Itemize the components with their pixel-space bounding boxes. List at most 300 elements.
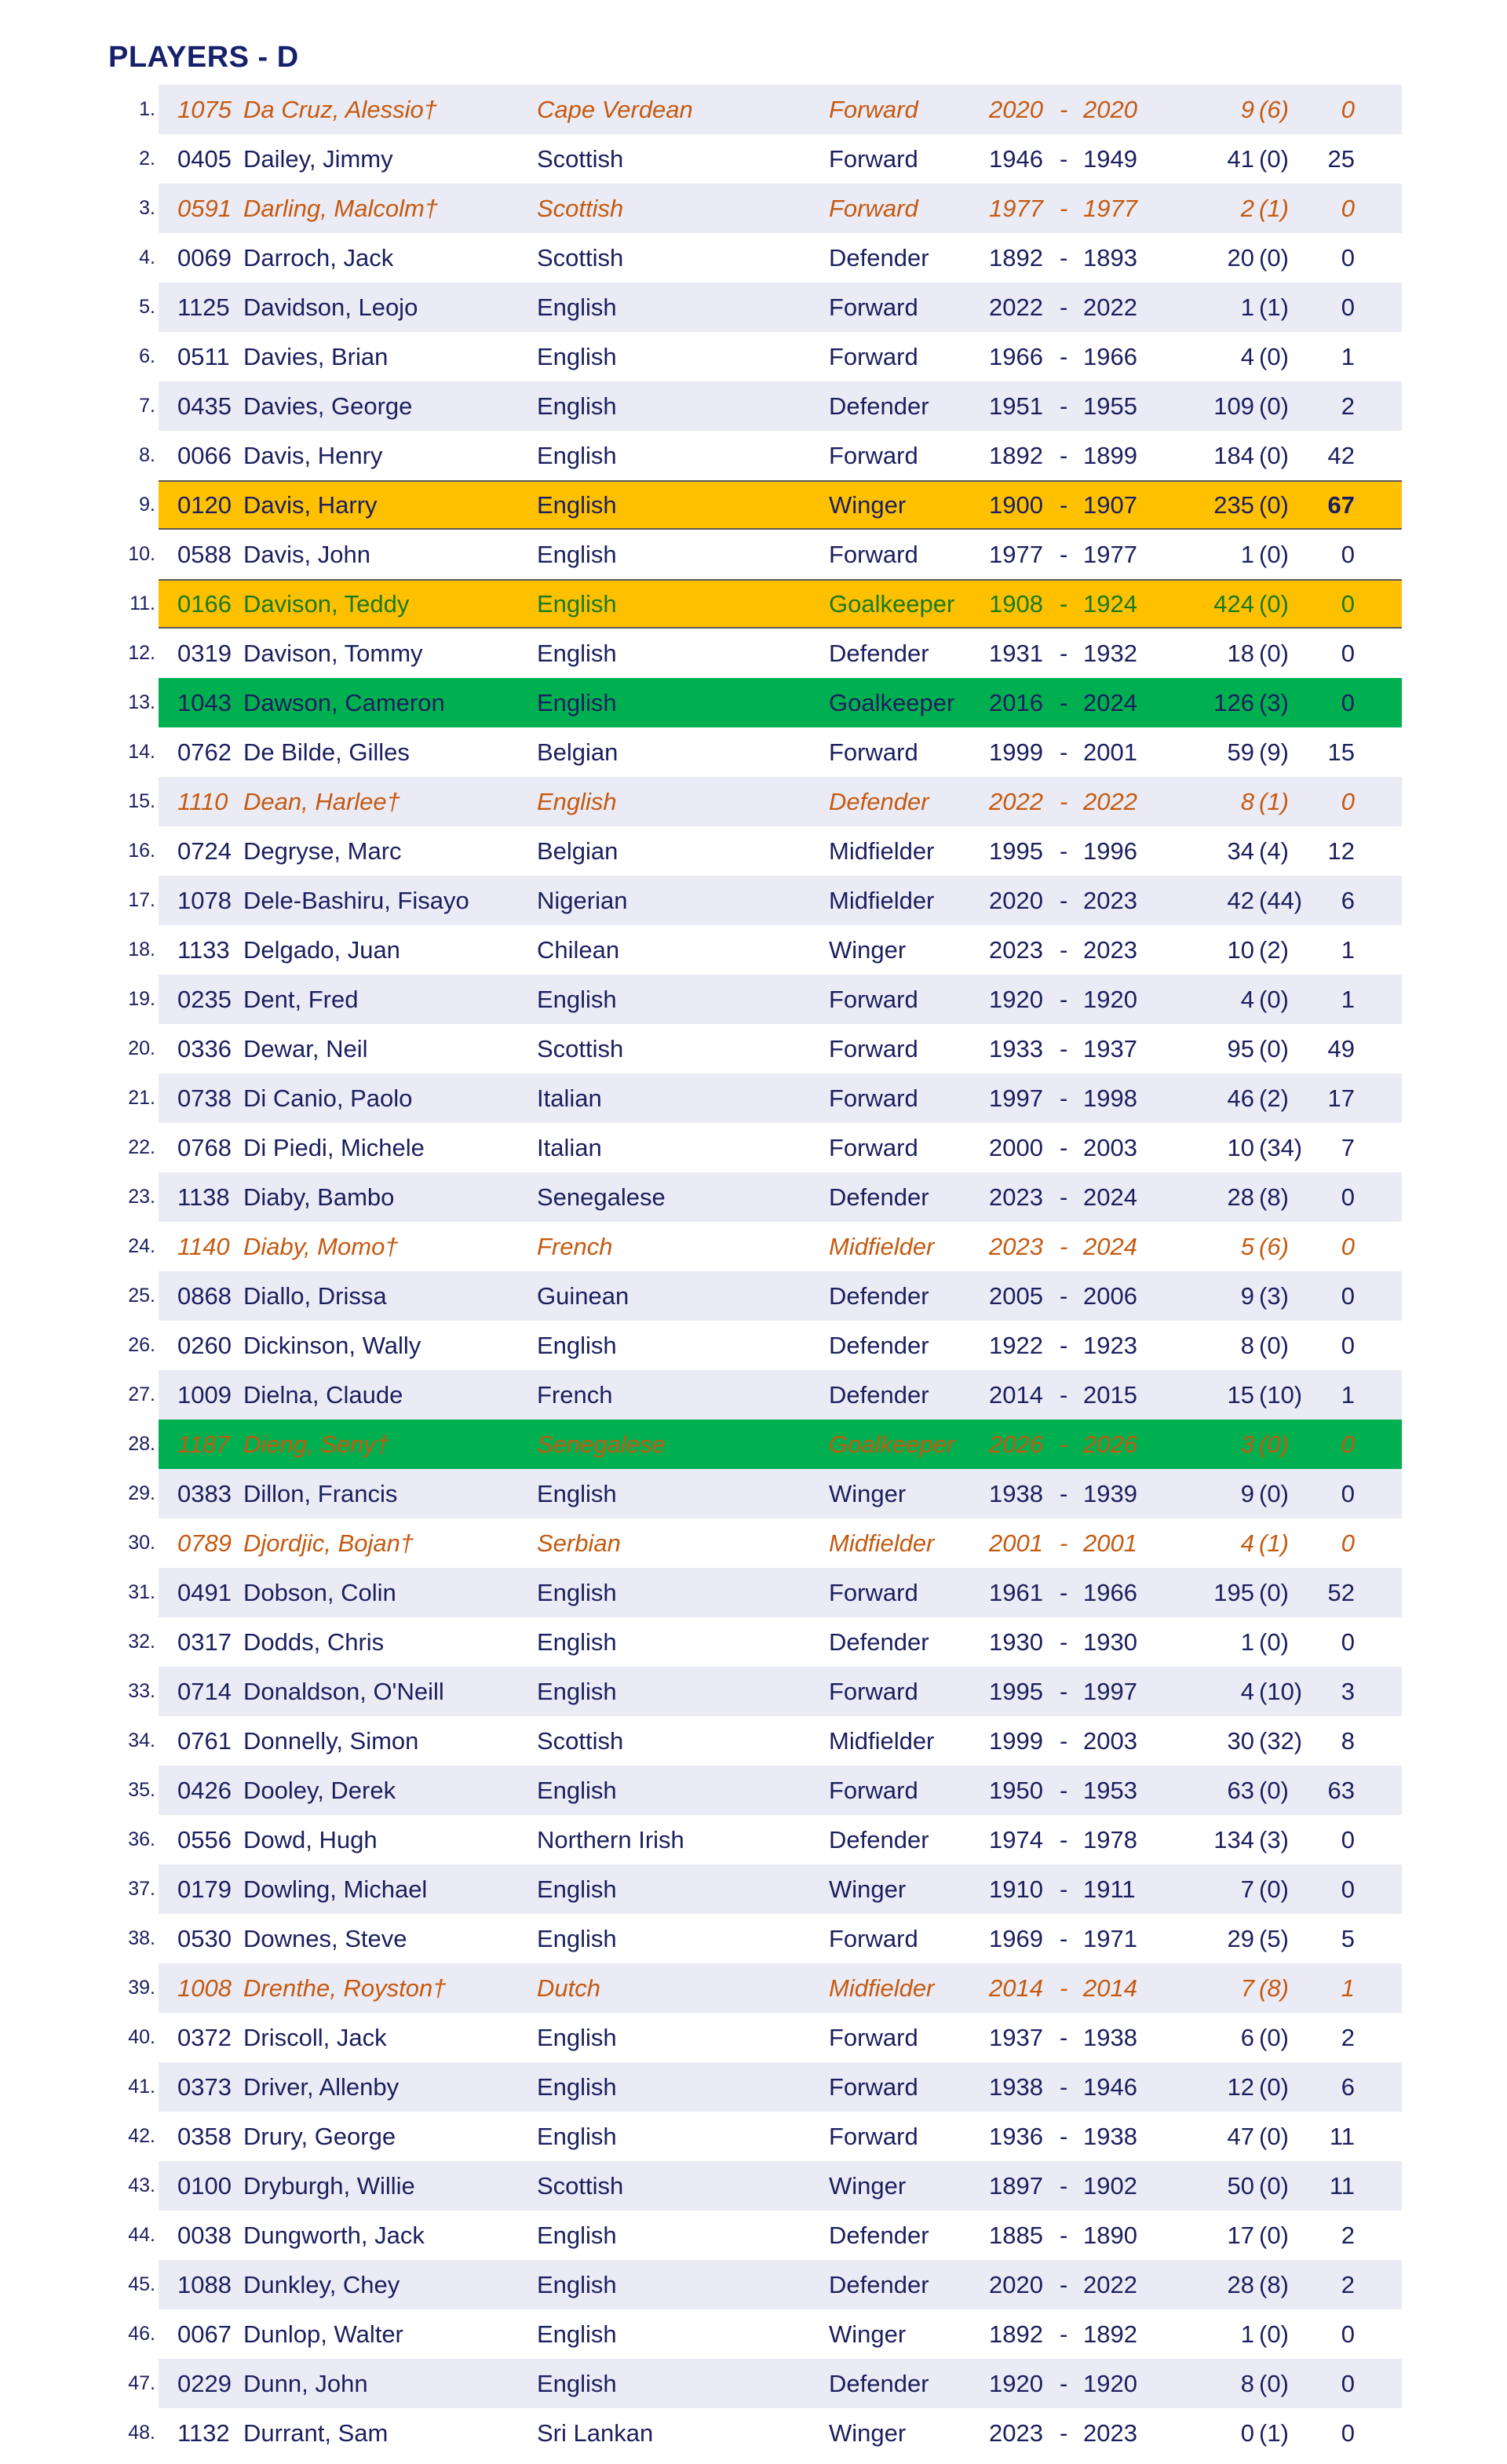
table-row bbox=[0, 678, 1507, 727]
year-separator: - bbox=[1060, 738, 1068, 766]
player-name: Dillon, Francis bbox=[243, 1480, 398, 1507]
player-position: Winger bbox=[829, 2419, 907, 2447]
year-from: 1977 bbox=[989, 195, 1043, 222]
player-id: 1110 bbox=[177, 788, 228, 815]
appearances: 424 bbox=[1213, 590, 1254, 618]
year-separator: - bbox=[1060, 1134, 1068, 1161]
sub-appearances: (0) bbox=[1259, 2222, 1289, 2249]
year-from: 1920 bbox=[989, 2370, 1043, 2397]
goals: 42 bbox=[1327, 442, 1355, 469]
sub-appearances: (8) bbox=[1259, 1974, 1289, 2002]
year-from: 1969 bbox=[989, 1925, 1043, 1952]
player-nationality: Nigerian bbox=[537, 887, 628, 914]
player-name: Davison, Tommy bbox=[243, 640, 423, 667]
year-separator: - bbox=[1060, 1579, 1068, 1606]
table-row bbox=[0, 1716, 1507, 1766]
sub-appearances: (0) bbox=[1259, 491, 1289, 519]
year-to: 1924 bbox=[1083, 590, 1137, 618]
year-from: 2020 bbox=[989, 96, 1043, 123]
year-to: 1966 bbox=[1083, 1579, 1137, 1606]
appearances: 235 bbox=[1213, 491, 1254, 519]
appearances: 41 bbox=[1227, 145, 1254, 173]
player-name: Driscoll, Jack bbox=[243, 2024, 387, 2051]
player-nationality: Sri Lankan bbox=[537, 2419, 654, 2447]
table-row bbox=[0, 1815, 1507, 1864]
goals: 1 bbox=[1341, 936, 1355, 964]
year-from: 2022 bbox=[989, 293, 1043, 321]
year-separator: - bbox=[1060, 1529, 1068, 1557]
year-separator: - bbox=[1060, 541, 1068, 568]
sub-appearances: (9) bbox=[1259, 738, 1289, 766]
goals: 67 bbox=[1327, 491, 1355, 519]
row-number: 40. bbox=[128, 2026, 155, 2048]
player-id: 0768 bbox=[177, 1134, 232, 1161]
player-position: Forward bbox=[829, 2123, 918, 2150]
row-number: 18. bbox=[128, 939, 155, 960]
sub-appearances: (8) bbox=[1259, 1183, 1289, 1211]
player-id: 0435 bbox=[177, 392, 232, 420]
goals: 0 bbox=[1341, 1529, 1355, 1557]
sub-appearances: (0) bbox=[1259, 1480, 1289, 1507]
year-from: 1910 bbox=[989, 1875, 1043, 1903]
player-name: Dewar, Neil bbox=[243, 1035, 368, 1063]
year-from: 2000 bbox=[989, 1134, 1043, 1161]
table-row bbox=[0, 1420, 1507, 1469]
appearances: 1 bbox=[1240, 1628, 1254, 1656]
appearances: 4 bbox=[1240, 1678, 1254, 1705]
player-position: Midfielder bbox=[829, 837, 935, 865]
row-number: 24. bbox=[128, 1235, 155, 1257]
year-from: 2020 bbox=[989, 887, 1043, 914]
player-id: 0358 bbox=[177, 2123, 232, 2150]
year-to: 1977 bbox=[1083, 541, 1137, 568]
year-separator: - bbox=[1060, 1431, 1068, 1458]
player-nationality: Scottish bbox=[537, 195, 624, 222]
goals: 0 bbox=[1341, 788, 1355, 815]
appearances: 9 bbox=[1240, 1282, 1254, 1310]
player-name: Dryburgh, Willie bbox=[243, 2172, 415, 2200]
player-name: Dickinson, Wally bbox=[243, 1332, 421, 1359]
player-name: Davies, Brian bbox=[243, 343, 389, 370]
player-nationality: Scottish bbox=[537, 1727, 624, 1755]
player-name: Donnelly, Simon bbox=[243, 1727, 419, 1755]
row-number: 33. bbox=[128, 1680, 155, 1702]
year-from: 2014 bbox=[989, 1381, 1043, 1409]
year-to: 2022 bbox=[1083, 2271, 1137, 2298]
player-nationality: English bbox=[537, 442, 617, 469]
player-nationality: English bbox=[537, 2123, 617, 2150]
player-id: 0069 bbox=[177, 244, 232, 272]
player-position: Forward bbox=[829, 343, 918, 370]
player-position: Midfielder bbox=[829, 887, 935, 914]
player-position: Forward bbox=[829, 541, 918, 568]
player-name: Da Cruz, Alessio† bbox=[243, 96, 437, 123]
player-position: Defender bbox=[829, 1628, 929, 1656]
goals: 0 bbox=[1341, 541, 1355, 568]
player-nationality: English bbox=[537, 1875, 617, 1903]
player-name: Davison, Teddy bbox=[243, 590, 410, 618]
player-nationality: French bbox=[537, 1233, 613, 1260]
table-row bbox=[0, 431, 1507, 480]
sub-appearances: (44) bbox=[1259, 887, 1303, 914]
year-separator: - bbox=[1060, 1183, 1068, 1211]
goals: 0 bbox=[1341, 1332, 1355, 1359]
year-separator: - bbox=[1060, 2024, 1068, 2051]
sub-appearances: (34) bbox=[1259, 1134, 1303, 1161]
row-number: 4. bbox=[139, 246, 155, 268]
player-position: Forward bbox=[829, 1777, 918, 1804]
sub-appearances: (3) bbox=[1259, 689, 1289, 716]
year-separator: - bbox=[1060, 1381, 1068, 1409]
year-from: 1885 bbox=[989, 2222, 1043, 2249]
appearances: 42 bbox=[1227, 887, 1254, 914]
table-row bbox=[0, 1024, 1507, 1073]
player-id: 0591 bbox=[177, 195, 232, 222]
player-id: 1088 bbox=[177, 2271, 232, 2298]
table-row bbox=[0, 480, 1507, 530]
goals: 17 bbox=[1327, 1084, 1355, 1112]
year-to: 1932 bbox=[1083, 640, 1137, 667]
player-position: Defender bbox=[829, 640, 929, 667]
year-to: 2024 bbox=[1083, 1183, 1137, 1211]
table-row bbox=[0, 925, 1507, 975]
row-number: 27. bbox=[128, 1383, 155, 1405]
goals: 0 bbox=[1341, 96, 1355, 123]
appearances: 12 bbox=[1227, 2073, 1254, 2101]
appearances: 10 bbox=[1227, 1134, 1254, 1161]
player-position: Defender bbox=[829, 2271, 929, 2298]
appearances: 20 bbox=[1227, 244, 1254, 272]
year-from: 1999 bbox=[989, 738, 1043, 766]
goals: 0 bbox=[1341, 1826, 1355, 1853]
sub-appearances: (0) bbox=[1259, 986, 1289, 1013]
row-number: 30. bbox=[128, 1532, 155, 1554]
goals: 15 bbox=[1327, 738, 1355, 766]
year-separator: - bbox=[1060, 640, 1068, 667]
year-separator: - bbox=[1060, 1035, 1068, 1063]
player-nationality: English bbox=[537, 392, 617, 420]
year-to: 1996 bbox=[1083, 837, 1137, 865]
year-to: 1907 bbox=[1083, 491, 1137, 519]
appearances: 17 bbox=[1227, 2222, 1254, 2249]
year-to: 1949 bbox=[1083, 145, 1137, 173]
appearances: 3 bbox=[1240, 1431, 1254, 1458]
player-position: Midfielder bbox=[829, 1727, 935, 1755]
year-from: 1936 bbox=[989, 2123, 1043, 2150]
year-to: 2023 bbox=[1083, 936, 1137, 964]
goals: 0 bbox=[1341, 1431, 1355, 1458]
appearances: 1 bbox=[1240, 541, 1254, 568]
sub-appearances: (0) bbox=[1259, 590, 1289, 618]
player-nationality: English bbox=[537, 788, 617, 815]
sub-appearances: (0) bbox=[1259, 1875, 1289, 1903]
player-nationality: English bbox=[537, 1332, 617, 1359]
goals: 0 bbox=[1341, 1183, 1355, 1211]
player-position: Forward bbox=[829, 145, 918, 173]
goals: 11 bbox=[1329, 2172, 1355, 2200]
player-nationality: English bbox=[537, 1579, 617, 1606]
year-separator: - bbox=[1060, 837, 1068, 865]
player-nationality: Italian bbox=[537, 1134, 602, 1161]
player-nationality: English bbox=[537, 2073, 617, 2101]
year-to: 1997 bbox=[1083, 1678, 1137, 1705]
year-separator: - bbox=[1060, 590, 1068, 618]
player-id: 1187 bbox=[177, 1431, 230, 1458]
year-to: 1920 bbox=[1083, 2370, 1137, 2397]
year-separator: - bbox=[1060, 936, 1068, 964]
year-to: 1923 bbox=[1083, 1332, 1137, 1359]
table-row bbox=[0, 975, 1507, 1024]
appearances: 2 bbox=[1240, 195, 1254, 222]
table-row bbox=[0, 233, 1507, 282]
year-separator: - bbox=[1060, 1084, 1068, 1112]
player-name: Di Canio, Paolo bbox=[243, 1084, 413, 1112]
player-id: 1133 bbox=[177, 936, 230, 964]
player-id: 0166 bbox=[177, 590, 232, 618]
goals: 2 bbox=[1341, 2024, 1355, 2051]
table-row bbox=[0, 2211, 1507, 2260]
player-name: Dodds, Chris bbox=[243, 1628, 385, 1656]
row-number: 26. bbox=[128, 1334, 155, 1356]
player-position: Defender bbox=[829, 1381, 929, 1409]
year-from: 1931 bbox=[989, 640, 1043, 667]
appearances: 63 bbox=[1227, 1777, 1254, 1804]
goals: 6 bbox=[1341, 2073, 1355, 2101]
player-name: Dunn, John bbox=[243, 2370, 368, 2397]
year-from: 2005 bbox=[989, 1282, 1043, 1310]
player-id: 0588 bbox=[177, 541, 232, 568]
year-from: 1900 bbox=[989, 491, 1043, 519]
table-row bbox=[0, 85, 1507, 134]
table-row bbox=[0, 1518, 1507, 1568]
player-nationality: English bbox=[537, 986, 617, 1013]
year-separator: - bbox=[1060, 1875, 1068, 1903]
year-from: 1997 bbox=[989, 1084, 1043, 1112]
table-row bbox=[0, 1864, 1507, 1914]
year-from: 2001 bbox=[989, 1529, 1043, 1557]
appearances: 195 bbox=[1213, 1579, 1254, 1606]
player-nationality: Belgian bbox=[537, 738, 618, 766]
appearances: 18 bbox=[1227, 640, 1254, 667]
player-id: 0260 bbox=[177, 1332, 232, 1359]
player-name: Dielna, Claude bbox=[243, 1381, 403, 1409]
player-position: Winger bbox=[829, 1480, 907, 1507]
player-nationality: Scottish bbox=[537, 244, 624, 272]
goals: 0 bbox=[1341, 1282, 1355, 1310]
sub-appearances: (2) bbox=[1259, 1084, 1289, 1112]
year-to: 2020 bbox=[1083, 96, 1137, 123]
year-separator: - bbox=[1060, 2370, 1068, 2397]
year-from: 2014 bbox=[989, 1974, 1043, 2002]
player-id: 0426 bbox=[177, 1777, 232, 1804]
goals: 3 bbox=[1341, 1678, 1355, 1705]
goals: 8 bbox=[1341, 1727, 1355, 1755]
year-from: 1892 bbox=[989, 2320, 1043, 2348]
year-to: 1938 bbox=[1083, 2123, 1137, 2150]
goals: 0 bbox=[1341, 1628, 1355, 1656]
sub-appearances: (0) bbox=[1259, 1431, 1289, 1458]
player-name: Durrant, Sam bbox=[243, 2419, 389, 2447]
row-number: 44. bbox=[128, 2224, 155, 2246]
player-nationality: English bbox=[537, 2024, 617, 2051]
sub-appearances: (0) bbox=[1259, 1628, 1289, 1656]
player-name: Diaby, Momo† bbox=[243, 1233, 399, 1260]
goals: 0 bbox=[1341, 689, 1355, 716]
player-position: Goalkeeper bbox=[829, 1431, 955, 1458]
sub-appearances: (0) bbox=[1259, 1777, 1289, 1804]
player-nationality: Dutch bbox=[537, 1974, 600, 2002]
sub-appearances: (1) bbox=[1259, 293, 1289, 321]
year-to: 1892 bbox=[1083, 2320, 1137, 2348]
player-position: Defender bbox=[829, 392, 929, 420]
player-id: 0317 bbox=[177, 1628, 232, 1656]
goals: 12 bbox=[1327, 837, 1355, 865]
goals: 0 bbox=[1341, 195, 1355, 222]
year-from: 2023 bbox=[989, 1233, 1043, 1260]
table-row bbox=[0, 876, 1507, 925]
appearances: 6 bbox=[1240, 2024, 1254, 2051]
row-number: 38. bbox=[128, 1927, 155, 1949]
player-nationality: English bbox=[537, 1777, 617, 1804]
table-row bbox=[0, 1963, 1507, 2013]
year-from: 1892 bbox=[989, 244, 1043, 272]
goals: 2 bbox=[1341, 2222, 1355, 2249]
player-id: 0235 bbox=[177, 986, 232, 1013]
row-number: 48. bbox=[128, 2422, 155, 2444]
year-from: 2016 bbox=[989, 689, 1043, 716]
goals: 11 bbox=[1329, 2123, 1355, 2150]
player-position: Winger bbox=[829, 2320, 907, 2348]
player-name: Dailey, Jimmy bbox=[243, 145, 393, 173]
player-position: Defender bbox=[829, 1183, 929, 1211]
player-name: Dieng, Seny† bbox=[243, 1431, 390, 1458]
player-nationality: Cape Verdean bbox=[537, 96, 693, 123]
row-number: 45. bbox=[128, 2273, 155, 2295]
player-id: 1075 bbox=[177, 96, 232, 123]
year-separator: - bbox=[1060, 788, 1068, 815]
row-number: 46. bbox=[128, 2323, 155, 2345]
year-to: 1977 bbox=[1083, 195, 1137, 222]
table-row bbox=[0, 2013, 1507, 2062]
table-row bbox=[0, 1617, 1507, 1667]
player-name: Diallo, Drissa bbox=[243, 1282, 387, 1310]
player-position: Forward bbox=[829, 442, 918, 469]
goals: 0 bbox=[1341, 1875, 1355, 1903]
table-row bbox=[0, 727, 1507, 777]
year-separator: - bbox=[1060, 1974, 1068, 2002]
player-id: 0066 bbox=[177, 442, 232, 469]
player-name: Dawson, Cameron bbox=[243, 689, 445, 716]
year-separator: - bbox=[1060, 491, 1068, 519]
player-nationality: English bbox=[537, 1480, 617, 1507]
player-position: Defender bbox=[829, 1282, 929, 1310]
player-nationality: Scottish bbox=[537, 2172, 624, 2200]
appearances: 47 bbox=[1227, 2123, 1254, 2150]
player-id: 0789 bbox=[177, 1529, 232, 1557]
player-nationality: English bbox=[537, 2222, 617, 2249]
appearances: 1 bbox=[1240, 293, 1254, 321]
sub-appearances: (3) bbox=[1259, 1826, 1289, 1853]
table-row bbox=[0, 629, 1507, 678]
player-position: Winger bbox=[829, 2172, 907, 2200]
player-nationality: Belgian bbox=[537, 837, 618, 865]
year-separator: - bbox=[1060, 2123, 1068, 2150]
row-number: 41. bbox=[128, 2076, 155, 2098]
row-number: 35. bbox=[128, 1779, 155, 1801]
year-to: 2014 bbox=[1083, 1974, 1137, 2002]
player-name: Dowling, Michael bbox=[243, 1875, 428, 1903]
sub-appearances: (0) bbox=[1259, 442, 1289, 469]
player-name: Dooley, Derek bbox=[243, 1777, 396, 1804]
player-id: 0373 bbox=[177, 2073, 232, 2101]
row-number: 21. bbox=[128, 1087, 155, 1109]
year-separator: - bbox=[1060, 2320, 1068, 2348]
player-id: 1009 bbox=[177, 1381, 232, 1409]
year-separator: - bbox=[1060, 442, 1068, 469]
appearances: 29 bbox=[1227, 1925, 1254, 1952]
goals: 7 bbox=[1341, 1134, 1355, 1161]
year-to: 1971 bbox=[1083, 1925, 1137, 1952]
year-from: 2023 bbox=[989, 936, 1043, 964]
year-separator: - bbox=[1060, 2172, 1068, 2200]
appearances: 30 bbox=[1227, 1727, 1254, 1755]
goals: 0 bbox=[1341, 640, 1355, 667]
year-from: 2022 bbox=[989, 788, 1043, 815]
table-row bbox=[0, 1914, 1507, 1963]
row-number: 17. bbox=[128, 889, 155, 911]
year-to: 2023 bbox=[1083, 2419, 1137, 2447]
row-number: 25. bbox=[128, 1285, 155, 1307]
goals: 5 bbox=[1341, 1925, 1355, 1952]
player-position: Defender bbox=[829, 2222, 929, 2249]
year-to: 2003 bbox=[1083, 1134, 1137, 1161]
player-position: Forward bbox=[829, 195, 918, 222]
year-to: 2026 bbox=[1083, 1431, 1137, 1458]
player-position: Forward bbox=[829, 1134, 918, 1161]
table-row bbox=[0, 1766, 1507, 1815]
year-separator: - bbox=[1060, 1233, 1068, 1260]
appearances: 9 bbox=[1240, 96, 1254, 123]
player-position: Goalkeeper bbox=[829, 590, 955, 618]
sub-appearances: (0) bbox=[1259, 640, 1289, 667]
year-from: 1938 bbox=[989, 1480, 1043, 1507]
player-id: 0761 bbox=[177, 1727, 232, 1755]
goals: 0 bbox=[1341, 2320, 1355, 2348]
player-position: Forward bbox=[829, 1084, 918, 1112]
year-from: 1999 bbox=[989, 1727, 1043, 1755]
player-position: Forward bbox=[829, 1925, 918, 1952]
row-number: 14. bbox=[128, 741, 155, 763]
sub-appearances: (0) bbox=[1259, 244, 1289, 272]
table-row bbox=[0, 1073, 1507, 1123]
year-to: 2022 bbox=[1083, 788, 1137, 815]
player-nationality: English bbox=[537, 541, 617, 568]
goals: 0 bbox=[1341, 2370, 1355, 2397]
player-name: Dunkley, Chey bbox=[243, 2271, 400, 2298]
players-table bbox=[0, 85, 1507, 2458]
row-number: 39. bbox=[128, 1977, 155, 1999]
table-row bbox=[0, 1222, 1507, 1271]
player-name: Dungworth, Jack bbox=[243, 2222, 425, 2249]
row-number: 15. bbox=[128, 790, 155, 812]
sub-appearances: (1) bbox=[1259, 1529, 1289, 1557]
player-position: Midfielder bbox=[829, 1974, 935, 2002]
table-row bbox=[0, 1271, 1507, 1321]
player-position: Forward bbox=[829, 1035, 918, 1063]
player-id: 0491 bbox=[177, 1579, 232, 1606]
player-position: Forward bbox=[829, 2073, 918, 2101]
appearances: 8 bbox=[1240, 2370, 1254, 2397]
